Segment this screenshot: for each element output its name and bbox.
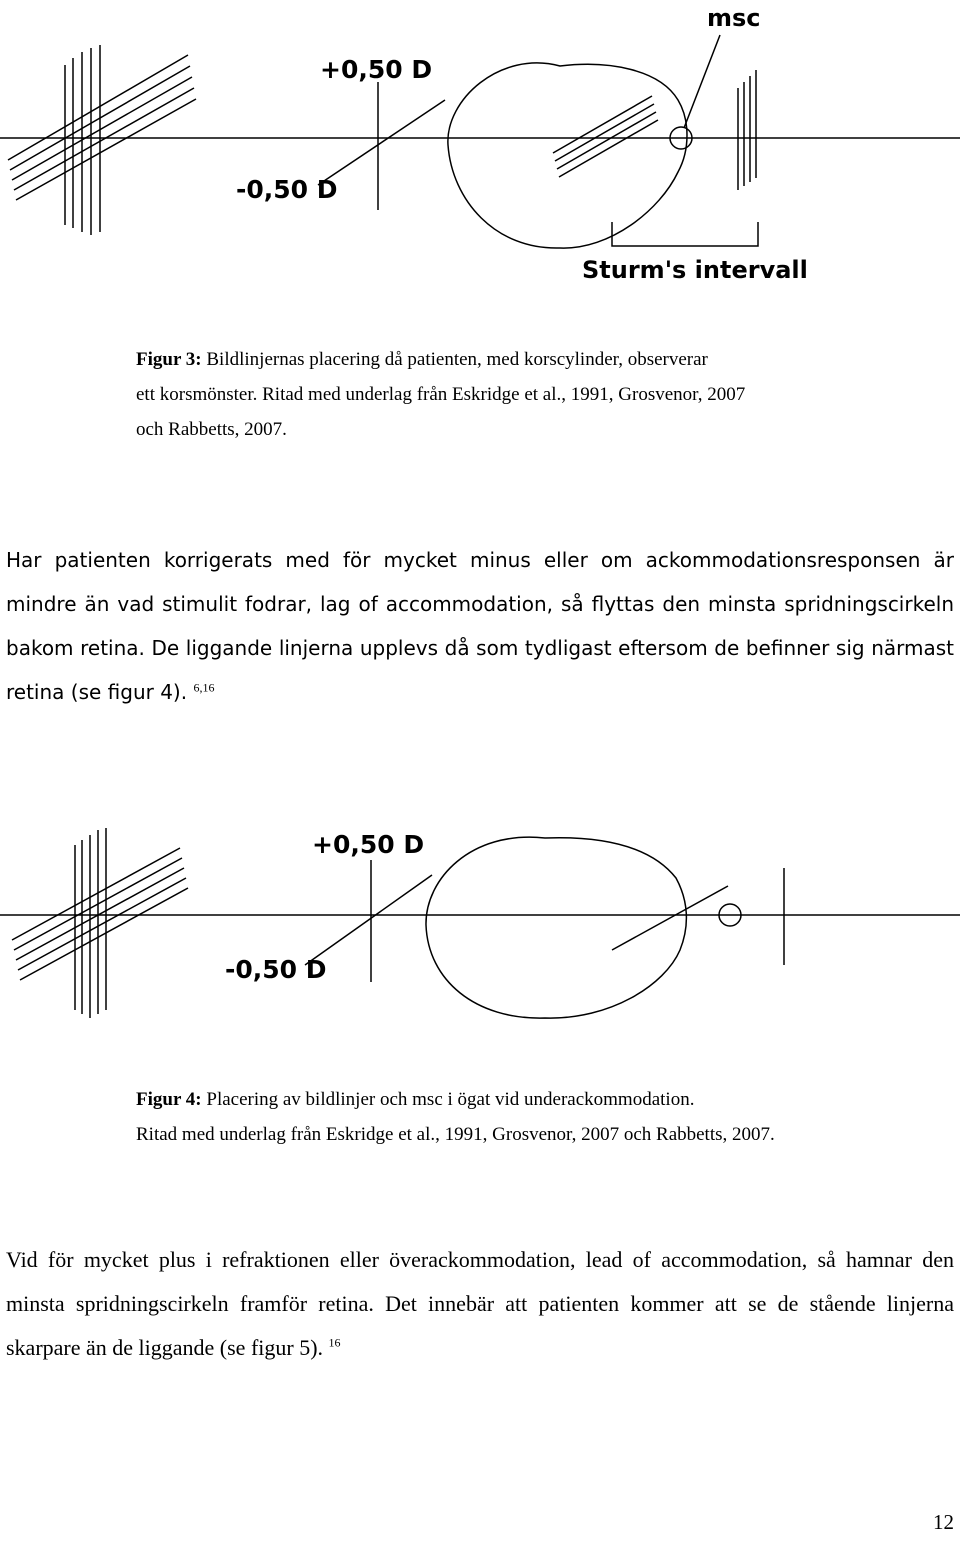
figure-3-caption-line-2: ett korsmönster. Ritad med underlag från Eskridge et al., 1991, Grosvenor, 2007 bbox=[136, 384, 746, 405]
paragraph-1-text: Har patienten korrigerats med för mycket minus eller om ackommodationsresponsen är mindre än vad stimulit fodrar, lag of accommodation, så flyttas den minsta spridningscirkeln bakom retina. De liggande linjerna upplevs då som tydligast eftersom de befinner sig närmast retina (se figur 4). bbox=[6, 548, 954, 704]
eye-outline bbox=[448, 63, 687, 248]
figure-3-caption-label: Figur 3: bbox=[136, 349, 202, 370]
figure-4-caption-line-1: Placering av bildlinjer och msc i ögat vid underackommodation. bbox=[206, 1089, 695, 1110]
paragraph-2 bbox=[6, 1238, 954, 1370]
figure-3-caption-line-1: Bildlinjernas placering då patienten, med korscylinder, observerar bbox=[206, 349, 708, 370]
figure-3 bbox=[0, 0, 960, 300]
figure-4-caption bbox=[136, 1082, 775, 1152]
paragraph-2-text: Vid för mycket plus i refraktionen eller överackommodation, lead of accommodation, så hamnar den minsta spridningscirkeln framför retina. Det innebär att patienten kommer att se de stående linjerna skarpare än de liggande (se figur 5). bbox=[6, 1247, 954, 1360]
figure-3-diagram bbox=[0, 0, 960, 300]
sturm-bracket bbox=[612, 222, 758, 246]
lens-diagonal bbox=[305, 875, 432, 965]
figure-3-caption bbox=[136, 342, 745, 447]
lens-diagonal bbox=[318, 100, 445, 185]
eye-outline bbox=[426, 837, 686, 1018]
label-msc: msc bbox=[707, 4, 761, 32]
page-number: 12 bbox=[933, 1510, 954, 1534]
paragraph-1-reference: 6,16 bbox=[193, 680, 215, 695]
msc-pointer bbox=[684, 35, 720, 128]
paragraph-2-reference: 16 bbox=[328, 1335, 341, 1350]
label-minus-050: -0,50 D bbox=[236, 175, 338, 204]
figure-3-caption-line-3: och Rabbetts, 2007. bbox=[136, 419, 287, 440]
label-sturm-interval: Sturm's intervall bbox=[582, 256, 808, 284]
paragraph-1 bbox=[6, 538, 954, 714]
label-plus-050: +0,50 D bbox=[320, 55, 433, 84]
figure-4-diagram bbox=[0, 800, 960, 1040]
label-minus-050: -0,50 D bbox=[225, 955, 327, 984]
figure-4-caption-label: Figur 4: bbox=[136, 1089, 202, 1110]
figure-4 bbox=[0, 800, 960, 1040]
label-plus-050: +0,50 D bbox=[312, 830, 425, 859]
figure-4-caption-line-2: Ritad med underlag från Eskridge et al., 1991, Grosvenor, 2007 och Rabbetts, 2007. bbox=[136, 1124, 775, 1145]
